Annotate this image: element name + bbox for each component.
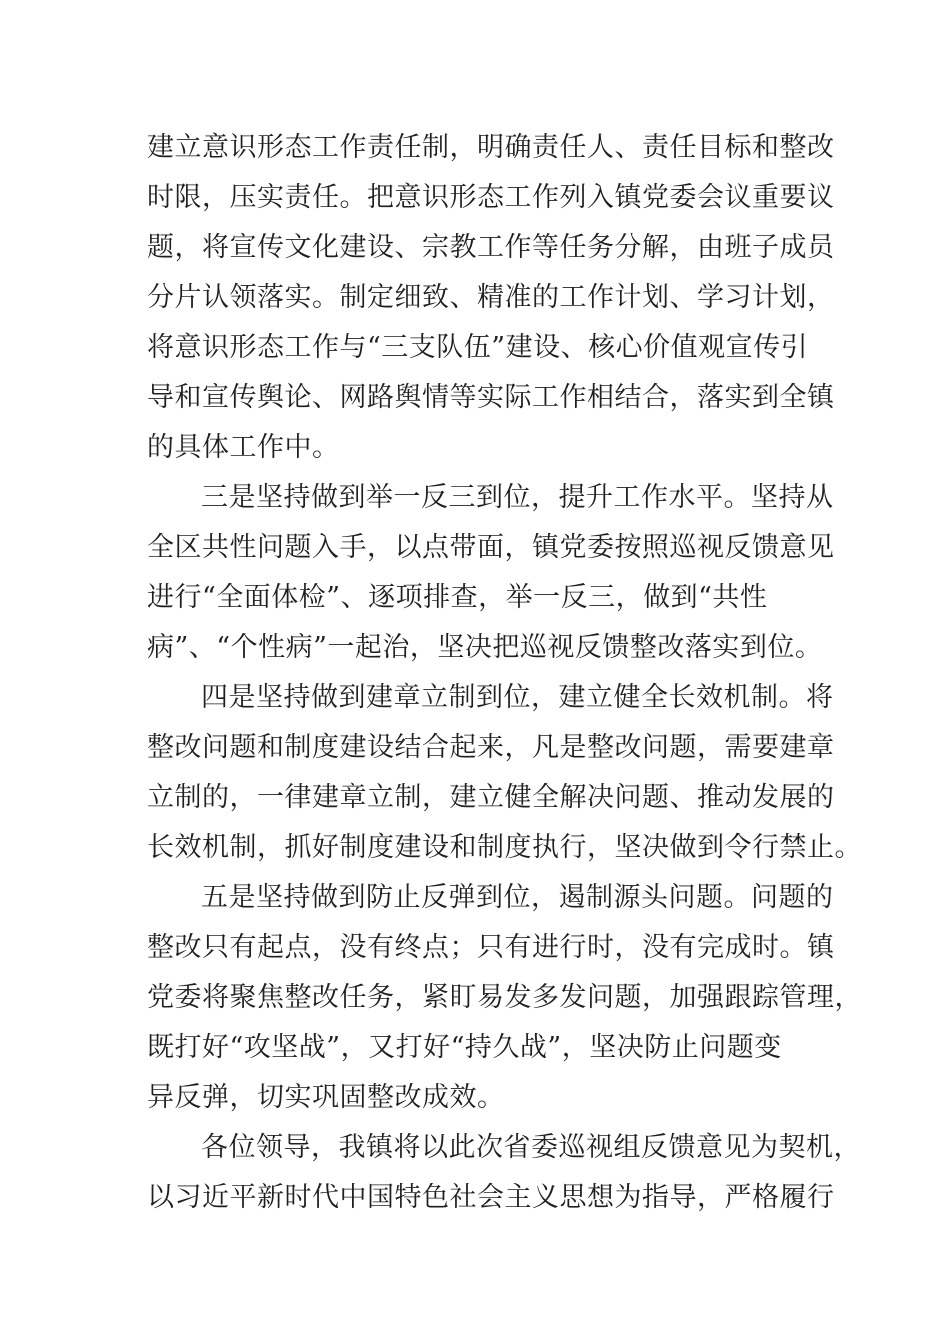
text-line: 时限，压实责任。把意识形态工作列入镇党委会议重要议 (147, 182, 835, 213)
text-line: 的具体工作中。 (147, 432, 340, 463)
text-line: 既打好“攻坚战”，又打好“持久战”，坚决防止问题变 (147, 1032, 782, 1063)
text-line: 将意识形态工作与“三支队伍”建设、核心价值观宣传引 (147, 332, 809, 363)
text-line: 建立意识形态工作责任制，明确责任人、责任目标和整改 (147, 132, 835, 163)
text-line: 以习近平新时代中国特色社会主义思想为指导，严格履行 (147, 1182, 835, 1213)
text-line: 进行“全面体检”、逐项排查，举一反三，做到“共性 (147, 582, 768, 613)
text-line: 题，将宣传文化建设、宗教工作等任务分解，由班子成员 (147, 232, 835, 263)
text-line: 整改只有起点，没有终点；只有进行时，没有完成时。镇 (147, 932, 835, 963)
text-line: 党委将聚焦整改任务，紧盯易发多发问题，加强跟踪管理， (147, 982, 862, 1013)
text-line: 分片认领落实。制定细致、精准的工作计划、学习计划， (147, 282, 835, 313)
text-line: 导和宣传舆论、网路舆情等实际工作相结合，落实到全镇 (147, 382, 835, 413)
text-line: 立制的，一律建章立制，建立健全解决问题、推动发展的 (147, 782, 835, 813)
text-line: 异反弹，切实巩固整改成效。 (147, 1082, 505, 1113)
text-line: 长效机制，抓好制度建设和制度执行，坚决做到令行禁止。 (147, 832, 862, 863)
paragraph-first-line: 各位领导，我镇将以此次省委巡视组反馈意见为契机， (201, 1132, 861, 1163)
paragraph-first-line: 三是坚持做到举一反三到位，提升工作水平。坚持从 (201, 482, 834, 513)
text-line: 病”、“个性病”一起治，坚决把巡视反馈整改落实到位。 (147, 632, 823, 663)
text-line: 全区共性问题入手，以点带面，镇党委按照巡视反馈意见 (147, 532, 835, 563)
paragraph-first-line: 四是坚持做到建章立制到位，建立健全长效机制。将 (201, 682, 834, 713)
paragraph-first-line: 五是坚持做到防止反弹到位，遏制源头问题。问题的 (201, 882, 834, 913)
text-line: 整改问题和制度建设结合起来，凡是整改问题，需要建章 (147, 732, 835, 763)
